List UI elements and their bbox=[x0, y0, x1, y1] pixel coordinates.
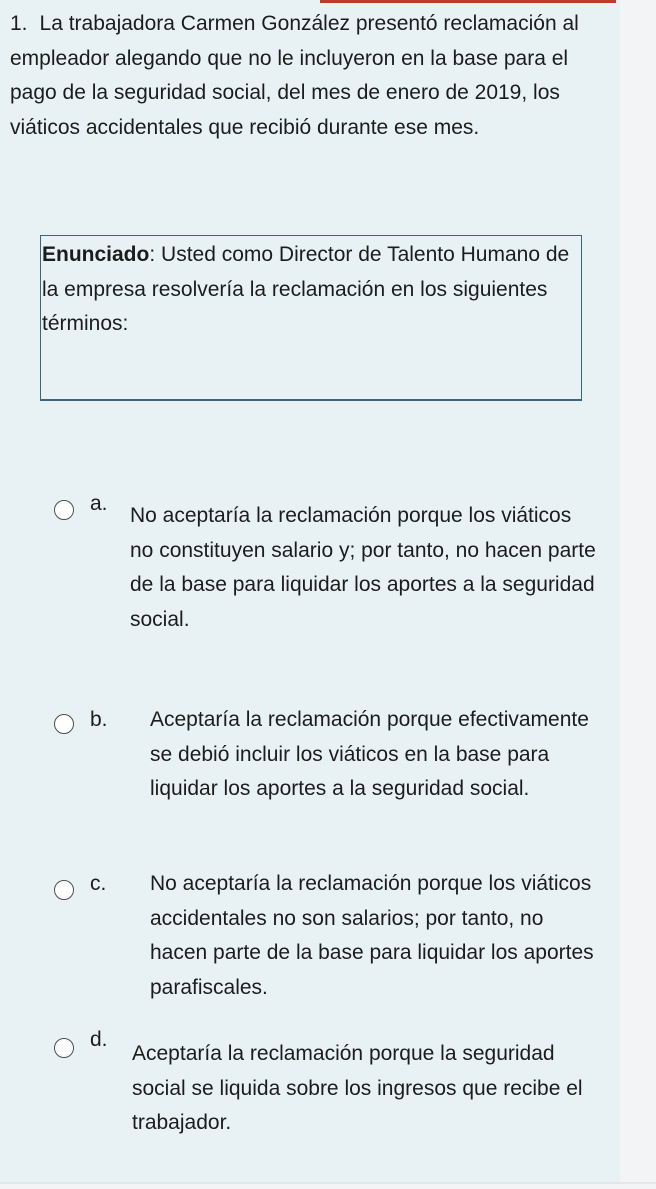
option-c-letter: c. bbox=[90, 872, 107, 895]
option-c-text: No aceptaría la reclamación porque los viáticos accidentales no son salarios; por tanto, no hacen parte de la base para liquidar los aportes parafiscales. bbox=[150, 872, 594, 999]
statement-text-block bbox=[42, 238, 587, 342]
option-d-radio[interactable] bbox=[54, 1038, 74, 1058]
statement-label: Enunciado bbox=[42, 243, 150, 266]
option-a-radio[interactable] bbox=[54, 500, 74, 520]
question-text: La trabajadora Carmen González presentó reclamación al empleador alegando que no le incluyeron en la base para el pago de la seguridad social, del mes de enero de 2019, los viáticos accidentales que recibió durante ese mes. bbox=[10, 12, 579, 139]
question-text-block bbox=[10, 7, 585, 145]
option-d-text: Aceptaría la reclamación porque la seguridad social se liquida sobre los ingresos que recibe el trabajador. bbox=[132, 1042, 583, 1134]
bottom-divider bbox=[0, 1182, 656, 1184]
option-b-radio[interactable] bbox=[54, 714, 74, 734]
option-a-letter: a. bbox=[90, 492, 108, 515]
option-c-radio[interactable] bbox=[54, 880, 74, 900]
option-d-letter: d. bbox=[90, 1028, 108, 1051]
statement-text: Usted como Director de Talento Humano de la empresa resolvería la reclamación en los siguientes términos: bbox=[42, 243, 570, 335]
statement-separator: : bbox=[149, 243, 156, 266]
top-accent-line bbox=[320, 0, 616, 3]
option-a-text: No aceptaría la reclamación porque los viáticos no constituyen salario y; por tanto, no hacen parte de la base para liquidar los aportes a la seguridad social. bbox=[130, 504, 596, 631]
option-b-letter: b. bbox=[90, 708, 108, 731]
question-number: 1. bbox=[10, 12, 28, 35]
option-b-text: Aceptaría la reclamación porque efectivamente se debió incluir los viáticos en la base para liquidar los aportes a la seguridad social. bbox=[150, 708, 589, 800]
